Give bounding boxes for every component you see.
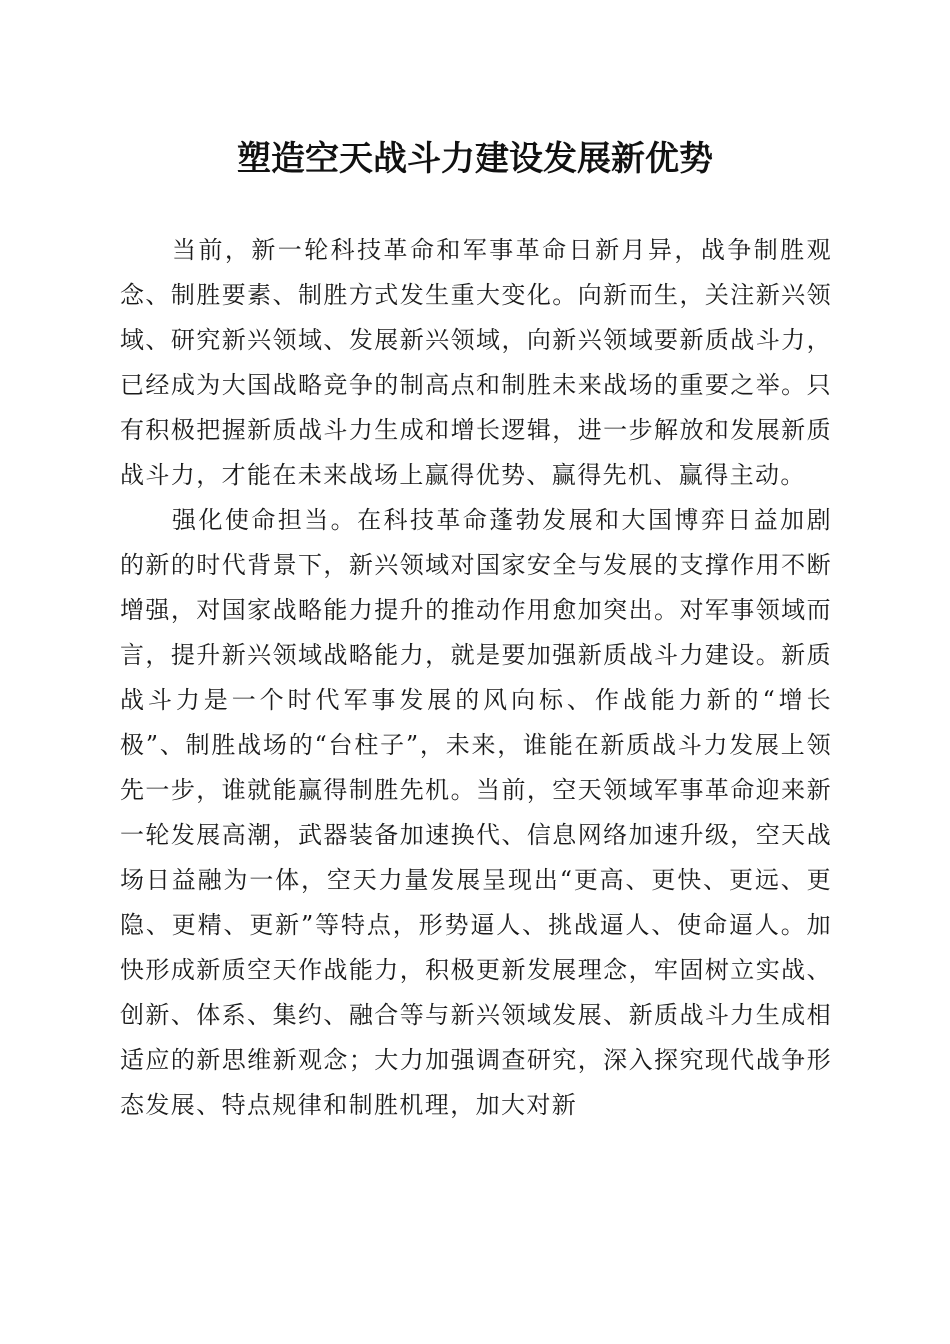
document-title: 塑造空天战斗力建设发展新优势 <box>237 139 713 179</box>
document-body <box>120 228 832 1128</box>
paragraph-mission: 强化使命担当。在科技革命蓬勃发展和大国博弈日益加剧的新的时代背景下，新兴领域对国家安全与发展的支撑作用不断增强，对国家战略能力提升的推动作用愈加突出。对军事领域而言，提升新兴领域战略能力，就是要加强新质战斗力建设。新质战斗力是一个时代军事发展的风向标、作战能力新的“增长极”、制胜战场的“台柱子”，未来，谁能在新质战斗力发展上领先一步，谁就能赢得制胜先机。当前，空天领域军事革命迎来新一轮发展高潮，武器装备加速换代、信息网络加速升级，空天战场日益融为一体，空天力量发展呈现出“更高、更快、更远、更隐、更精、更新”等特点，形势逼人、挑战逼人、使命逼人。加快形成新质空天作战能力，积极更新发展理念，牢固树立实战、创新、体系、集约、融合等与新兴领域发展、新质战斗力生成相适应的新思维新观念；大力加强调查研究，深入探究现代战争形态发展、特点规律和制胜机理，加大对新 <box>120 506 832 1119</box>
paragraph-intro: 当前，新一轮科技革命和军事革命日新月异，战争制胜观念、制胜要素、制胜方式发生重大变化。向新而生，关注新兴领域、研究新兴领域、发展新兴领域，向新兴领域要新质战斗力，已经成为大国战略竞争的制高点和制胜未来战场的重要之举。只有积极把握新质战斗力生成和增长逻辑，进一步解放和发展新质战斗力，才能在未来战场上赢得优势、赢得先机、赢得主动。 <box>120 236 832 489</box>
